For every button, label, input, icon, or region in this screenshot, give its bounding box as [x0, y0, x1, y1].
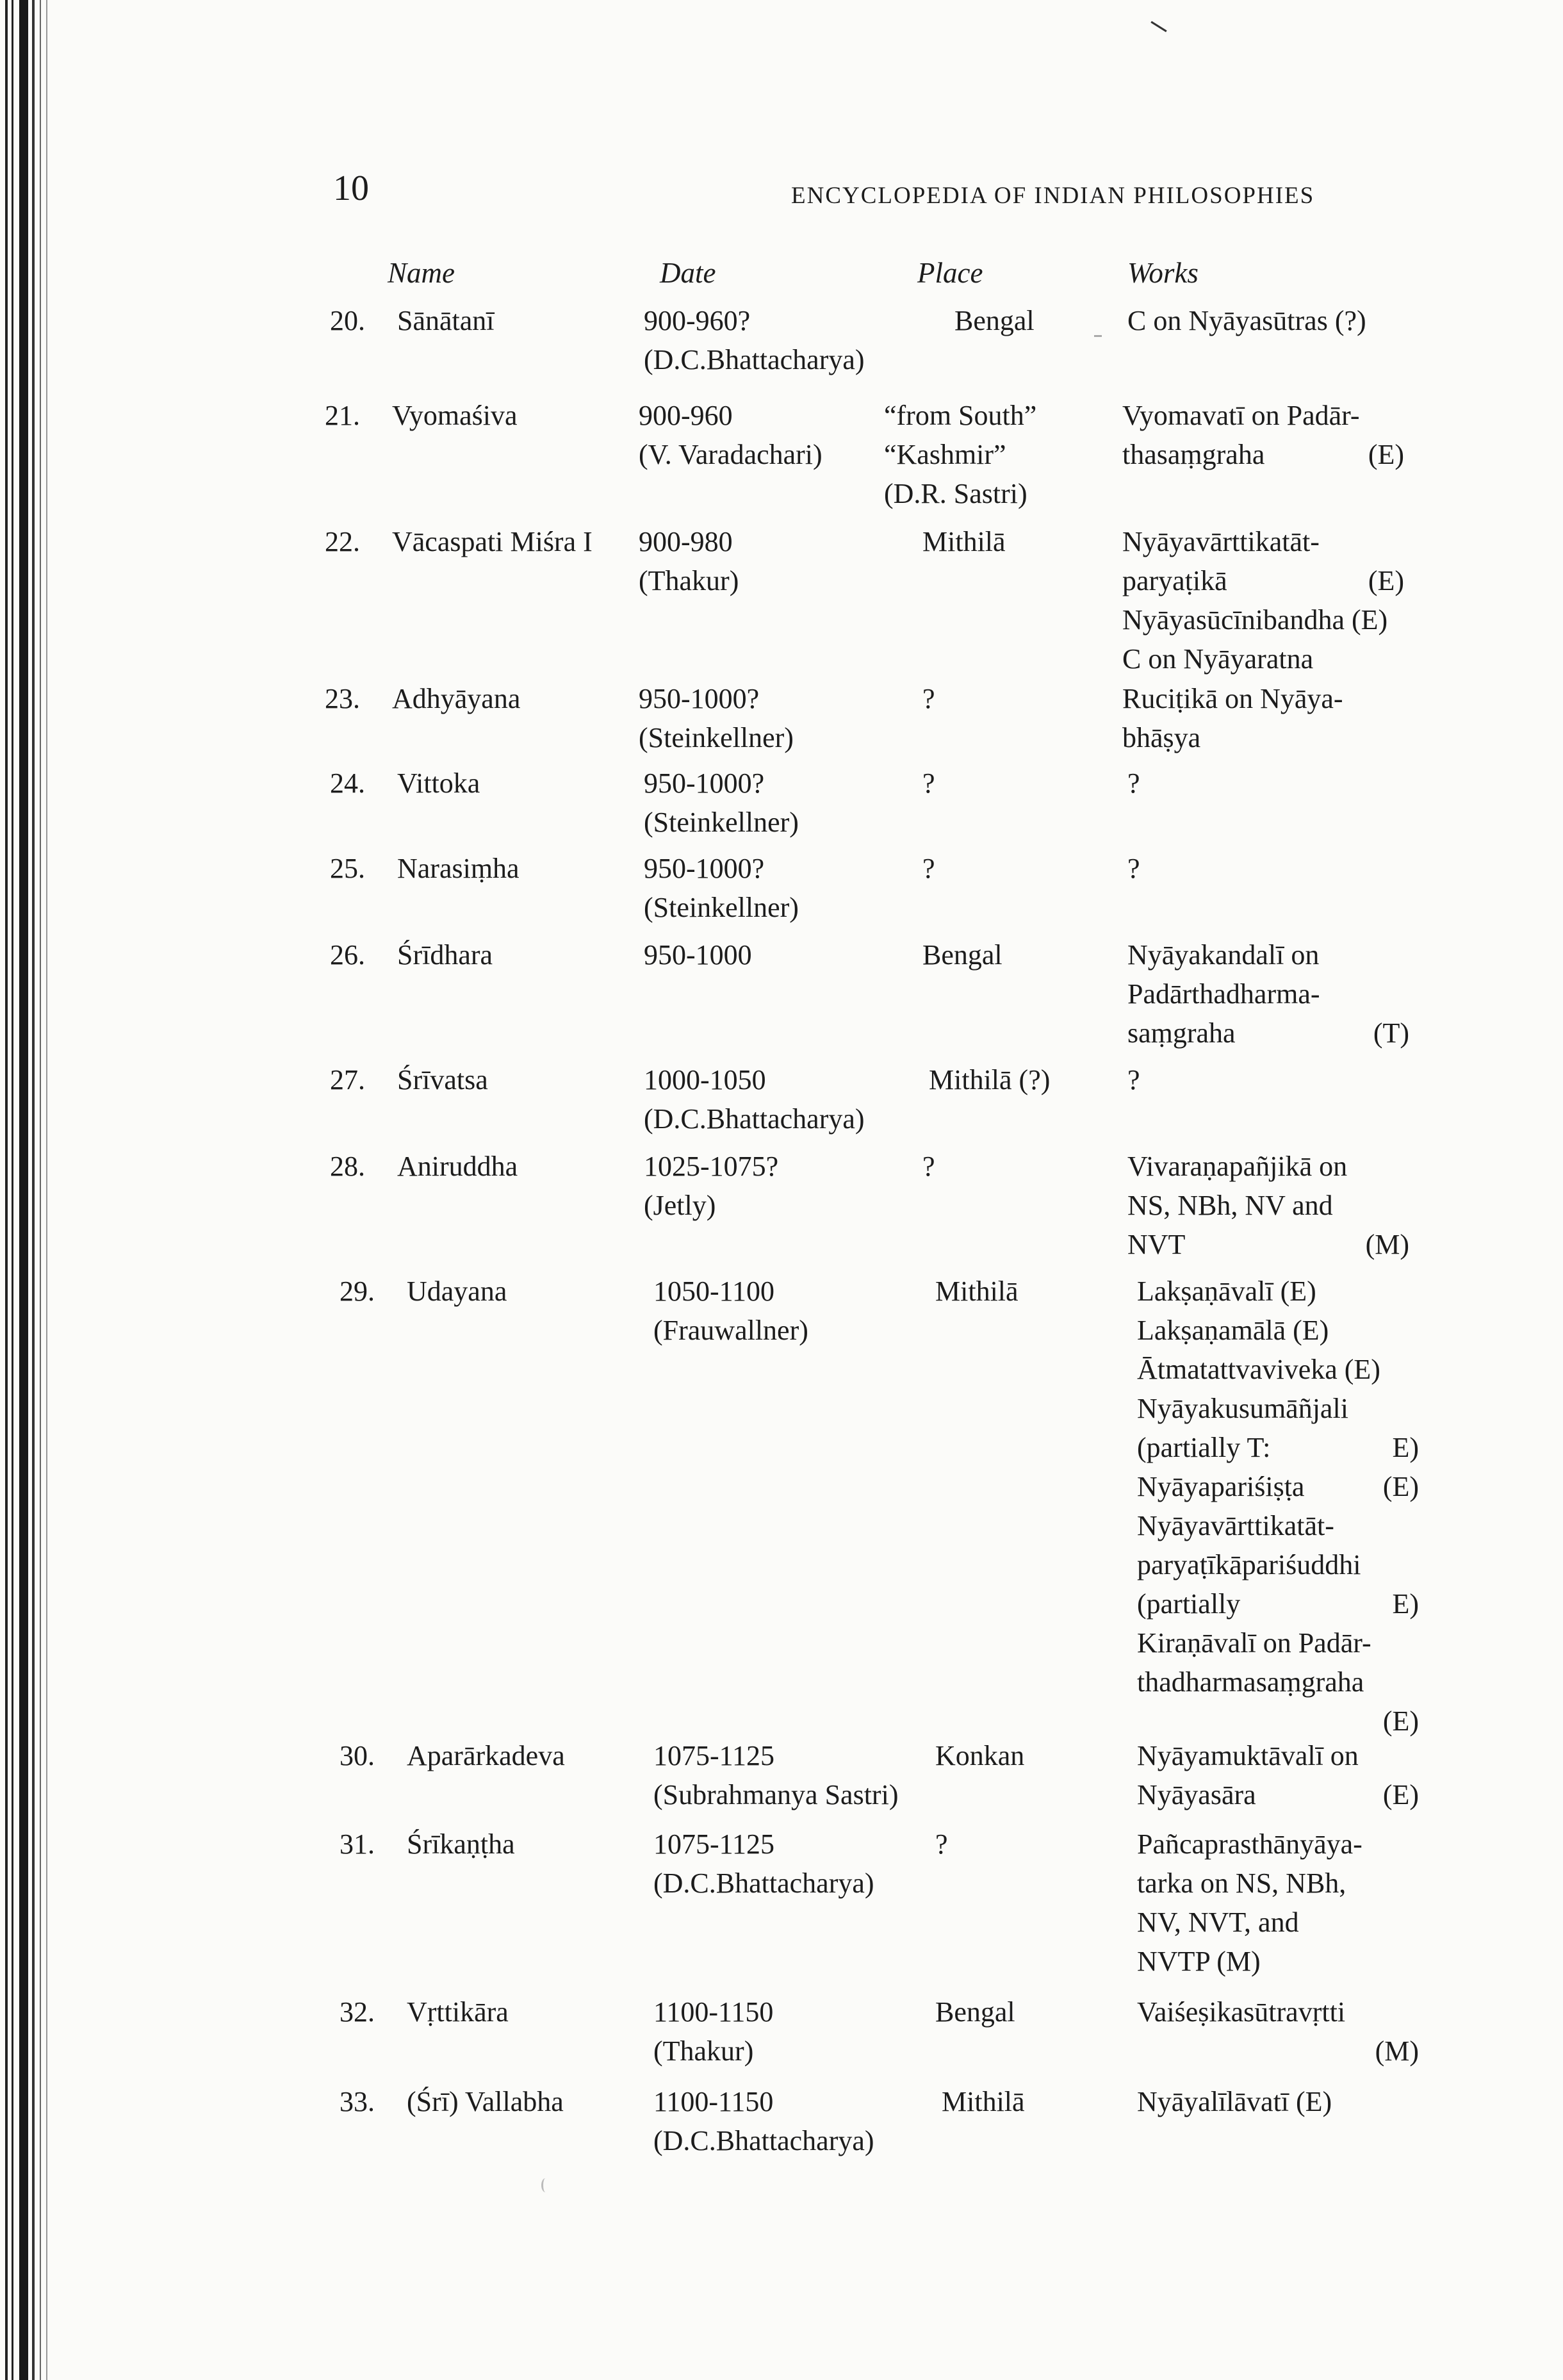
entry-number: 21. — [325, 400, 360, 431]
work-title: paryaṭikā — [1122, 565, 1227, 596]
date-line: 1000-1050 — [644, 1064, 766, 1096]
works-line — [1137, 1864, 1419, 1903]
entry-number: 20. — [330, 305, 365, 336]
work-title: Ātmatattvaviveka (E) — [1137, 1354, 1380, 1385]
entry-number: 28. — [330, 1151, 365, 1182]
works-line — [1137, 1623, 1419, 1662]
date-line: (D.C.Bhattacharya) — [644, 344, 865, 375]
place-line: Mithilā — [942, 2086, 1025, 2117]
works-line — [1122, 522, 1404, 561]
work-title: bhāṣya — [1122, 722, 1201, 753]
work-title: Lakṣaṇāvalī (E) — [1137, 1276, 1316, 1307]
works-line — [1137, 1350, 1419, 1389]
date-line: 1100-1150 — [653, 2086, 774, 2117]
works-line — [1127, 974, 1409, 1014]
philosopher-name: Vyomaśiva — [392, 400, 518, 431]
date-line: 900-960 — [639, 400, 733, 431]
work-title: saṃgraha — [1127, 1017, 1236, 1049]
works-line — [1122, 718, 1404, 757]
date-line: (Jetly) — [644, 1190, 716, 1221]
work-title: Nyāyasūcīnibandha (E) — [1122, 604, 1388, 636]
work-status: E) — [1392, 1588, 1419, 1620]
work-status: (E) — [1382, 1471, 1419, 1502]
place-line: ? — [922, 1151, 935, 1182]
work-title: Nyāyakandalī on — [1127, 939, 1320, 971]
work-status: (E) — [1368, 439, 1404, 470]
work-title: Nyāyasāra — [1137, 1779, 1256, 1810]
works-line — [1127, 1014, 1409, 1053]
work-status: (E) — [1382, 1779, 1419, 1810]
date-line: (V. Varadachari) — [639, 439, 822, 470]
place-line: Mithilā — [935, 1276, 1019, 1307]
philosopher-name: Vṛttikāra — [407, 1996, 509, 2028]
date-line: (Steinkellner) — [644, 892, 799, 923]
date-line: 1100-1150 — [653, 1996, 774, 2028]
works-line — [1137, 1942, 1419, 1981]
works-line — [1137, 1775, 1419, 1814]
place-line: “Kashmir” — [884, 439, 1006, 470]
work-title: ? — [1127, 853, 1140, 884]
column-header-works: Works — [1127, 257, 1199, 289]
entry-number: 33. — [340, 2086, 375, 2117]
work-title: NVT — [1127, 1229, 1186, 1260]
work-title: Nyāyakusumāñjali — [1137, 1393, 1348, 1424]
philosopher-name: Aniruddha — [397, 1151, 518, 1182]
philosopher-name: Adhyāyana — [392, 683, 521, 714]
works-line — [1137, 1506, 1419, 1545]
work-status: (E) — [1368, 565, 1404, 596]
works-line — [1137, 1584, 1419, 1623]
works-line — [1137, 1467, 1419, 1506]
entry-number: 24. — [330, 767, 365, 799]
work-title: Nyāyavārttikatāt- — [1122, 526, 1320, 557]
work-title: thadharmasaṃgraha — [1137, 1666, 1364, 1698]
date-line: (Steinkellner) — [639, 722, 794, 753]
work-title: Vyomavatī on Padār- — [1122, 400, 1360, 431]
works-line — [1127, 849, 1409, 888]
date-line: (D.C.Bhattacharya) — [644, 1103, 865, 1135]
entry-number: 23. — [325, 683, 360, 714]
work-title: Lakṣaṇamālā (E) — [1137, 1315, 1329, 1346]
works-line — [1127, 1060, 1409, 1099]
place-line: “from South” — [884, 400, 1037, 431]
philosopher-name: Udayana — [407, 1276, 507, 1307]
scan-speck — [541, 2178, 550, 2192]
work-title: thasaṃgraha — [1122, 439, 1265, 470]
works-line — [1127, 1186, 1409, 1225]
work-status: (T) — [1373, 1017, 1409, 1049]
place-line: Mithilā (?) — [929, 1064, 1051, 1096]
works-line — [1137, 1545, 1419, 1584]
work-title: paryaṭīkāpariśuddhi — [1137, 1549, 1361, 1580]
philosopher-name: Aparārkadeva — [407, 1740, 565, 1771]
place-line: Bengal — [954, 305, 1035, 336]
works-line — [1127, 935, 1409, 974]
date-line: (Thakur) — [639, 565, 739, 596]
entry-number: 26. — [330, 939, 365, 971]
date-line: 1050-1100 — [653, 1276, 775, 1307]
work-status: E) — [1392, 1432, 1419, 1463]
philosopher-name: Sānātanī — [397, 305, 495, 336]
works-line — [1122, 679, 1404, 718]
running-header: ENCYCLOPEDIA OF INDIAN PHILOSOPHIES — [791, 183, 1315, 209]
work-title: C on Nyāyasūtras (?) — [1127, 305, 1366, 336]
works-line — [1137, 1389, 1419, 1428]
entry-number: 27. — [330, 1064, 365, 1096]
philosopher-name: (Śrī) Vallabha — [407, 2086, 564, 2117]
place-line: ? — [922, 853, 935, 884]
works-line — [1137, 1736, 1419, 1775]
work-title: (partially — [1137, 1588, 1241, 1620]
work-status: (M) — [1375, 2035, 1419, 2067]
work-title: ? — [1127, 1064, 1140, 1096]
works-line — [1137, 1272, 1419, 1311]
works-line — [1122, 561, 1404, 600]
works-line — [1127, 1147, 1409, 1186]
entry-number: 29. — [340, 1276, 375, 1307]
philosopher-name: Śrīdhara — [397, 939, 493, 971]
column-header-name: Name — [388, 257, 455, 289]
date-line: (D.C.Bhattacharya) — [653, 1867, 874, 1899]
date-line: 950-1000? — [644, 853, 765, 884]
place-line: ? — [935, 1828, 948, 1860]
philosopher-name: Śrīkaṇṭha — [407, 1828, 515, 1860]
date-line: 950-1000? — [639, 683, 760, 714]
works-line — [1122, 600, 1404, 639]
entry-number: 25. — [330, 853, 365, 884]
date-line: (Steinkellner) — [644, 807, 799, 838]
works-line — [1137, 1428, 1419, 1467]
place-line: ? — [922, 683, 935, 714]
date-line: (Thakur) — [653, 2035, 754, 2067]
entry-number: 22. — [325, 526, 360, 557]
work-status: (E) — [1382, 1705, 1419, 1737]
work-title: Padārthadharma- — [1127, 978, 1320, 1010]
date-line: 900-960? — [644, 305, 751, 336]
philosopher-name: Vācaspati Miśra I — [392, 526, 593, 557]
work-title: Nyāyalīlāvatī (E) — [1137, 2086, 1332, 2117]
works-line — [1137, 1662, 1419, 1702]
works-line — [1122, 396, 1404, 435]
works-line — [1137, 1825, 1419, 1864]
work-title: tarka on NS, NBh, — [1137, 1867, 1346, 1899]
work-title: ? — [1127, 767, 1140, 799]
column-header-place: Place — [917, 257, 983, 289]
place-line: Konkan — [935, 1740, 1025, 1771]
work-title: C on Nyāyaratna — [1122, 643, 1314, 675]
work-title: Pañcaprasthānyāya- — [1137, 1828, 1363, 1860]
date-line: 1025-1075? — [644, 1151, 779, 1182]
date-line: (D.C.Bhattacharya) — [653, 2125, 874, 2156]
work-title: NVTP (M) — [1137, 1946, 1261, 1977]
philosopher-name: Narasiṃha — [397, 853, 520, 884]
work-title: Nyāyavārttikatāt- — [1137, 1510, 1334, 1541]
entry-number: 30. — [340, 1740, 375, 1771]
date-line: (Frauwallner) — [653, 1315, 808, 1346]
date-line: (Subrahmanya Sastri) — [653, 1779, 899, 1810]
work-title: (partially T: — [1137, 1432, 1271, 1463]
entry-number: 31. — [340, 1828, 375, 1860]
work-title: Vaiśeṣikasūtravṛtti — [1137, 1996, 1346, 2028]
date-line: 1075-1125 — [653, 1828, 775, 1860]
works-line — [1137, 1992, 1419, 2031]
work-title: NV, NVT, and — [1137, 1907, 1299, 1938]
works-line — [1122, 435, 1404, 474]
place-line: Bengal — [922, 939, 1002, 971]
place-line: ? — [922, 767, 935, 799]
philosopher-name: Vittoka — [397, 767, 480, 799]
works-line — [1127, 764, 1409, 803]
works-line — [1137, 2082, 1419, 2121]
entry-number: 32. — [340, 1996, 375, 2028]
place-line: Bengal — [935, 1996, 1015, 2028]
work-title: Vivaraṇapañjikā on — [1127, 1151, 1348, 1182]
work-title: Nyāyapariśiṣṭa — [1137, 1471, 1305, 1502]
works-line — [1127, 1225, 1409, 1264]
date-line: 950-1000? — [644, 767, 765, 799]
works-line — [1137, 1903, 1419, 1942]
works-line — [1122, 639, 1404, 678]
philosopher-name: Śrīvatsa — [397, 1064, 488, 1096]
page-number: 10 — [333, 168, 369, 208]
date-line: 900-980 — [639, 526, 733, 557]
work-title: Ruciṭikā on Nyāya- — [1122, 683, 1343, 714]
works-line — [1127, 301, 1409, 340]
work-title: NS, NBh, NV and — [1127, 1190, 1333, 1221]
scan-mark — [1150, 21, 1166, 32]
place-line: Mithilā — [922, 526, 1006, 557]
book-spine-shadow — [0, 0, 51, 2380]
works-line — [1137, 1311, 1419, 1350]
place-line: (D.R. Sastri) — [884, 478, 1027, 509]
date-line: 950-1000 — [644, 939, 752, 971]
work-status: (M) — [1365, 1229, 1409, 1260]
work-title: Nyāyamuktāvalī on — [1137, 1740, 1359, 1771]
work-title: Kiraṇāvalī on Padār- — [1137, 1627, 1371, 1659]
date-line: 1075-1125 — [653, 1740, 775, 1771]
column-header-date: Date — [660, 257, 716, 289]
